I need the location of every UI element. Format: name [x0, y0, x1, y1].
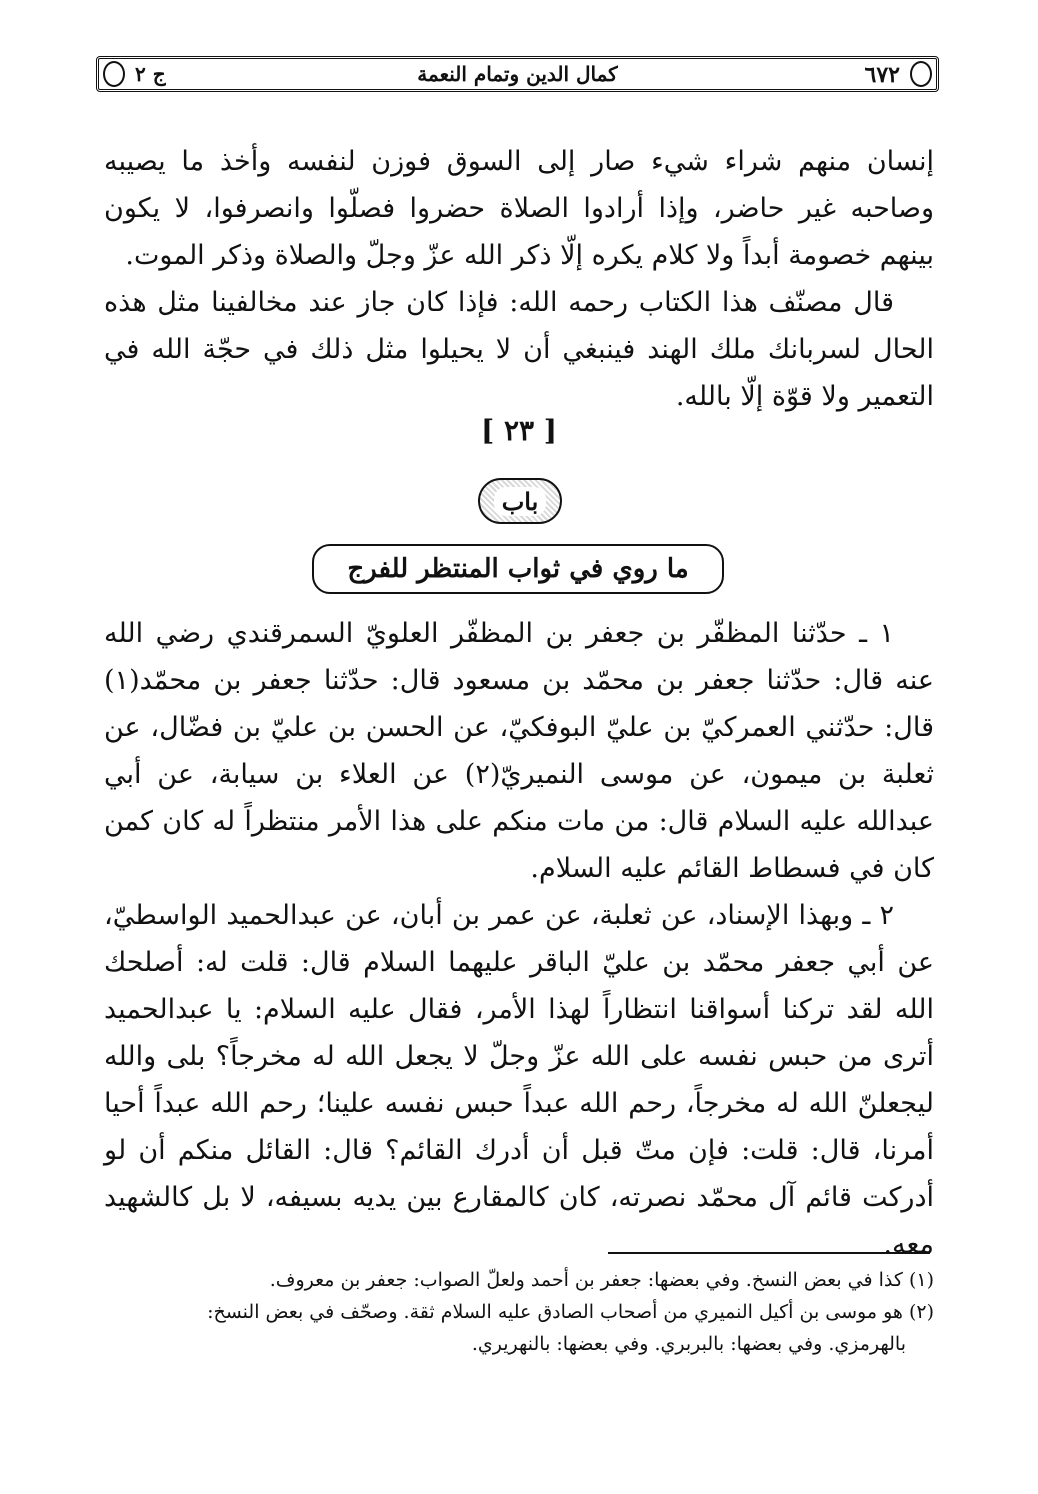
intro-text: [104, 138, 934, 420]
hadith-text: [104, 610, 934, 1268]
intro-paragraph: إنسان منهم شراء شيء صار إلى السوق فوزن لنفسه وأخذ ما يصيبه وصاحبه غير حاضر، وإذا أرادوا الصلاة حضروا فصلّوا وانصرفوا، لا يكون بينهم خصومة أبداً ولا كلام يكره إلّا ذكر الله عزّ وجلّ والصلاة وذكر الموت.: [104, 146, 934, 271]
footnote-2-continuation: بالهرمزي. وفي بعضها: بالبربري. وفي بعضها: بالنهريري.: [471, 1333, 906, 1355]
hadith-paragraph: ١ ـ حدّثنا المظفّر بن جعفر بن المظفّر العلويّ السمرقندي رضي الله عنه قال: حدّثنا جعفر بن محمّد بن مسعود قال: حدّثنا جعفر بن محمّد(١) قال: حدّثني العمركيّ بن عليّ البوفكيّ، عن الحسن بن عليّ بن فضّال، عن ثعلبة بن ميمون، عن موسى النميريّ(٢) عن العلاء بن سيابة، عن أبي عبدالله عليه السلام قال: من مات منكم على هذا الأمر منتظراً له كان كمن كان في فسطاط القائم عليه السلام.: [104, 618, 934, 884]
bab-label: باب: [494, 487, 547, 516]
ornament-icon: [103, 61, 125, 87]
chapter-title: ما روي في ثواب المنتظر للفرج: [312, 544, 724, 594]
footnote-1: (١) كذا في بعض النسخ. وفي بعضها: جعفر بن أحمد ولعلّ الصواب: جعفر بن معروف.: [269, 1269, 934, 1291]
page-number: ٦٧٢: [864, 62, 900, 88]
hadith-paragraph: ٢ ـ وبهذا الإسناد، عن ثعلبة، عن عمر بن أبان، عن عبدالحميد الواسطيّ، عن أبي جعفر محمّد بن عليّ الباقر عليهما السلام قال: قلت له: أصلحك الله لقد تركنا أسواقنا انتظاراً لهذا الأمر، فقال عليه السلام: يا عبدالحميد أترى من حبس نفسه على الله عزّ وجلّ لا يجعل الله له مخرجاً؟ بلى والله ليجعلنّ الله له مخرجاً، رحم الله عبداً حبس نفسه علينا؛ رحم الله عبداً أحيا أمرنا، قال: قلت: فإن متّ قبل أن أدرك القائم؟ قال: القائل منكم أن لو أدركت قائم آل محمّد نصرته، كان كالمقارع بين يديه بسيفه، لا بل كالشهيد معه.: [104, 900, 934, 1260]
footnotes: [104, 1264, 934, 1360]
volume-label: ج ٢: [135, 62, 166, 86]
author-note-paragraph: قال مصنّف هذا الكتاب رحمه الله: فإذا كان جاز عند مخالفينا مثل هذه الحال لسربانك ملك الهند فينبغي أن لا يحيلوا مثل ذلك في حجّة الله في التعمير ولا قوّة إلّا بالله.: [104, 287, 934, 412]
footnote-divider: [608, 1252, 930, 1254]
running-title: كمال الدين وتمام النعمة: [417, 62, 618, 86]
page-header: [96, 56, 939, 92]
bab-badge: [478, 478, 562, 524]
footnote-2: (٢) هو موسى بن أكيل النميري من أصحاب الصادق عليه السلام ثقة. وصحّف في بعض النسخ:: [207, 1301, 934, 1323]
chapter-number: [ ٢٣ ]: [480, 414, 558, 447]
